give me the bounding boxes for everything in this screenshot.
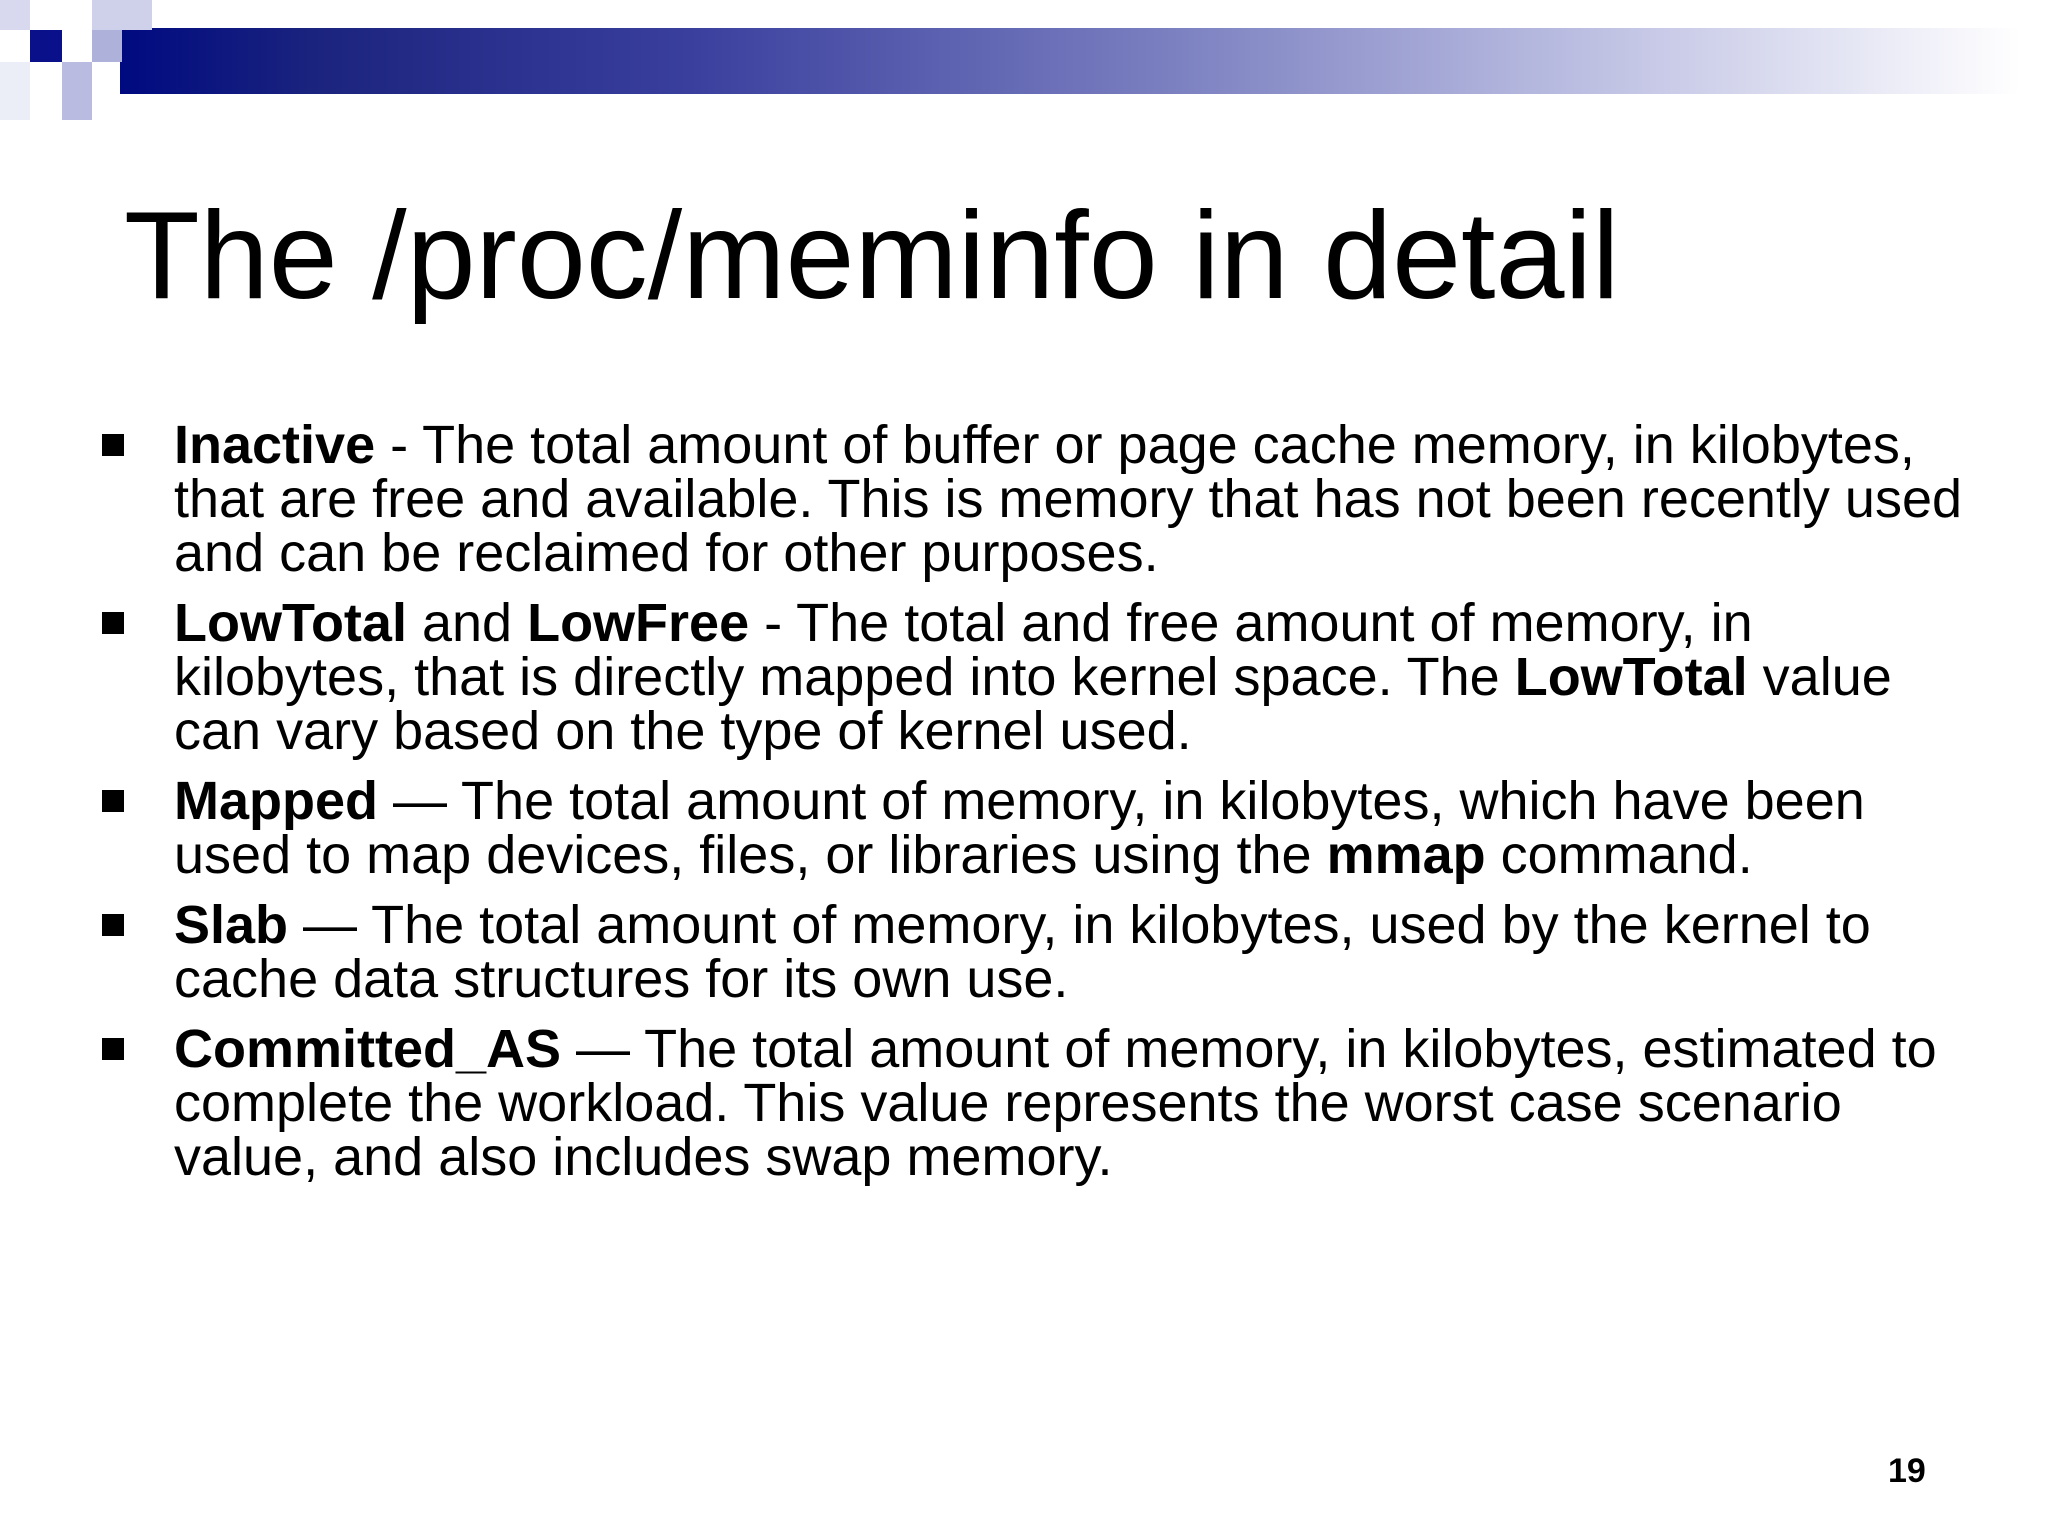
bullet-text: — The total amount of memory, in kilobytes, used by the kernel to cache data structures for its own use.: [174, 895, 1871, 1009]
bullet-text: - The total amount of buffer or page cache memory, in kilobytes, that are free and available. This is memory that has not been recently used and can be reclaimed for other purposes.: [174, 415, 1963, 583]
bullet-term: Mapped: [174, 771, 379, 831]
bullet-item: [96, 771, 1976, 885]
square-bullet-icon: [102, 914, 124, 936]
bullet-term: Slab: [174, 895, 289, 955]
bullet-term: Committed_AS: [174, 1019, 562, 1079]
page-number: 19: [1888, 1452, 1926, 1490]
header-square-dark: [30, 30, 62, 62]
header-square-light: [92, 0, 152, 30]
square-bullet-icon: [102, 612, 124, 634]
bullet-term: LowFree: [527, 593, 750, 653]
header-gradient-band: [120, 28, 2020, 94]
bullet-term: LowTotal: [174, 593, 407, 653]
bullet-text: - The total and free amount of memory, in kilobytes, that is directly mapped into kernel space. The: [174, 593, 1753, 707]
bullet-text: and: [406, 593, 528, 653]
bullet-list: [96, 415, 1976, 1200]
bullet-text: — The total amount of memory, in kilobytes, estimated to complete the workload. This value represents the worst case scenario value, and also includes swap memory.: [174, 1019, 1937, 1187]
bullet-item: [96, 1019, 1976, 1187]
header-decoration: [0, 0, 2048, 130]
header-square-light: [92, 30, 122, 62]
bullet-text: command.: [1485, 825, 1753, 885]
bullet-text: value can vary based on the type of kernel used.: [174, 647, 1892, 761]
bullet-item: [96, 593, 1976, 761]
slide-title: The /proc/meminfo in detail: [124, 187, 1620, 325]
square-bullet-icon: [102, 434, 124, 456]
bullet-term: Inactive: [174, 415, 376, 475]
bullet-item: [96, 895, 1976, 1009]
bullet-term: mmap: [1326, 825, 1486, 885]
header-square-light: [0, 62, 30, 120]
square-bullet-icon: [102, 790, 124, 812]
bullet-item: [96, 415, 1976, 583]
header-square-light: [0, 0, 30, 30]
header-square-light: [62, 62, 92, 120]
square-bullet-icon: [102, 1038, 124, 1060]
bullet-term: LowTotal: [1514, 647, 1748, 707]
bullet-text: — The total amount of memory, in kilobytes, which have been used to map devices, files, or libraries using the: [174, 771, 1865, 885]
